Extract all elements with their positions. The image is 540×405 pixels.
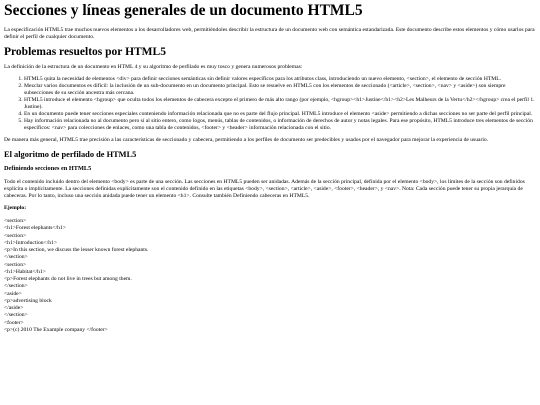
list-item: 4. En un documento puede tener secciones especiales conteniendo información relacionada que no es parte del flujo principal. HTML5 introduce el elemento <aside> permitiendo a dichas secciones no ser parte del perfil principal. xyxy=(24,111,536,118)
list-item: 2. Mezclar varios documentos es difícil: la inclusión de un sub-documento en un documento principal. Esto se resuelve en HTML5 con los elementos de seccionado (<article>, <section>, <nav> y <aside>) son siempre subsecciones de su sección ancestra más cercana. xyxy=(24,83,536,97)
code-line: <section> xyxy=(4,218,27,224)
code-line: </aside> xyxy=(4,305,24,311)
list-item: 5. Hay información relacionada no al documento pero sí al sitio entero, como logos, menús, tablas de contenidos, o información de derechos de autor y notas legales. Para ese propósito, HTML5 introduce tres elementos de sección específicos: <nav> para colecciones de enlaces, como una tabla de contenidos, <footer> y <header> información relacionada con el sitio. xyxy=(24,118,536,132)
defining-sections-paragraph: Todo el contenido incluido dentro del elemento <body> es parte de una sección. Las secciones en HTML5 pueden ser anidadas. Además de la sección principal, definida por el elemento <body>, los límites de la sección son definidos explícita o implícitamente. La secciones definidas explícitamente son el contenido definido en las etiquetas <body>, <section>, <article>, <aside>, <footer>, <header>, y <nav>. Nota: Cada sección puede tener su propia jerarquía de cabeceras. Por lo tanto, incluso una sección anidada puede tener un elemento <h1>. Consulte también Definiendo cabeceras en HTML5. xyxy=(4,179,525,199)
code-line: <h1>Forest elephants</h1> xyxy=(4,225,66,232)
code-line: <aside> xyxy=(4,290,22,297)
code-line: <p>advertising block xyxy=(4,297,52,304)
list-item: 1. HTML5 quita la necesidad de elementos <div> para definir secciones semánticas sin definir valores específicos para los atributos class, introduciendo un nuevo elemento, <section>, el elemento de sección HTML. xyxy=(24,76,536,83)
code-line: <h1>Introduction</h1> xyxy=(4,239,58,246)
section-heading-problems: Problemas resueltos por HTML5 xyxy=(4,46,166,58)
section-heading-algorithm: El algoritmo de perfilado de HTML5 xyxy=(4,150,137,159)
example-label: Ejemplo: xyxy=(4,205,27,211)
code-line: <h1>Habitat</h1> xyxy=(4,268,46,275)
subsection-heading-defining-sections: Definiendo secciones en HTML5 xyxy=(4,165,92,172)
problems-lead-paragraph: La definición de la estructura de un documento en HTML 4 y su algoritmo de perfilado es muy tosco y genera numerosos problemas: xyxy=(4,64,303,70)
code-line: <section> xyxy=(4,261,27,268)
problems-closing-paragraph: De manera más general, HTML5 trae precisión a las características de seccionado y cabecera, permitiendo a los perfiles de documento ser predecibles y usados por el navegador para mejorar la experiencia de usuario. xyxy=(4,137,489,143)
list-item: 3. HTML5 introduce el elemento <hgroup> que oculta todos los elementos de cabecera excepto el primero de más alto rango (por ejemplo, <hgroup><h1>Justine</h1><h2>Les Malheurs de la Vertu</h2></hgroup> crea el perfil 1. Justine). xyxy=(24,97,536,111)
intro-paragraph: La especificación HTML5 trae muchos nuevos elementos a los desarrolladores web, permitiéndoles describir la estructura de un documento web con semántica estandarizada. Este documento describe estos elementos y cómo usarlos para definir el perfil de cualquier documento. xyxy=(4,27,535,40)
code-line: <p>(c) 2010 The Example company </footer> xyxy=(4,326,108,333)
code-line: </section> xyxy=(4,283,28,290)
code-line: <footer> xyxy=(4,319,24,326)
page-title: Secciones y líneas generales de un documento HTML5 xyxy=(4,2,363,19)
problems-list xyxy=(4,76,536,132)
code-line: </section> xyxy=(4,254,28,261)
code-line: </section> xyxy=(4,312,28,319)
code-example xyxy=(4,218,536,334)
code-line: <p>In this section, we discuss the lesser known forest elephants. xyxy=(4,247,149,253)
code-line: <section> xyxy=(4,232,27,239)
code-line: <p>Forest elephants do not live in trees but among them. xyxy=(4,276,132,282)
